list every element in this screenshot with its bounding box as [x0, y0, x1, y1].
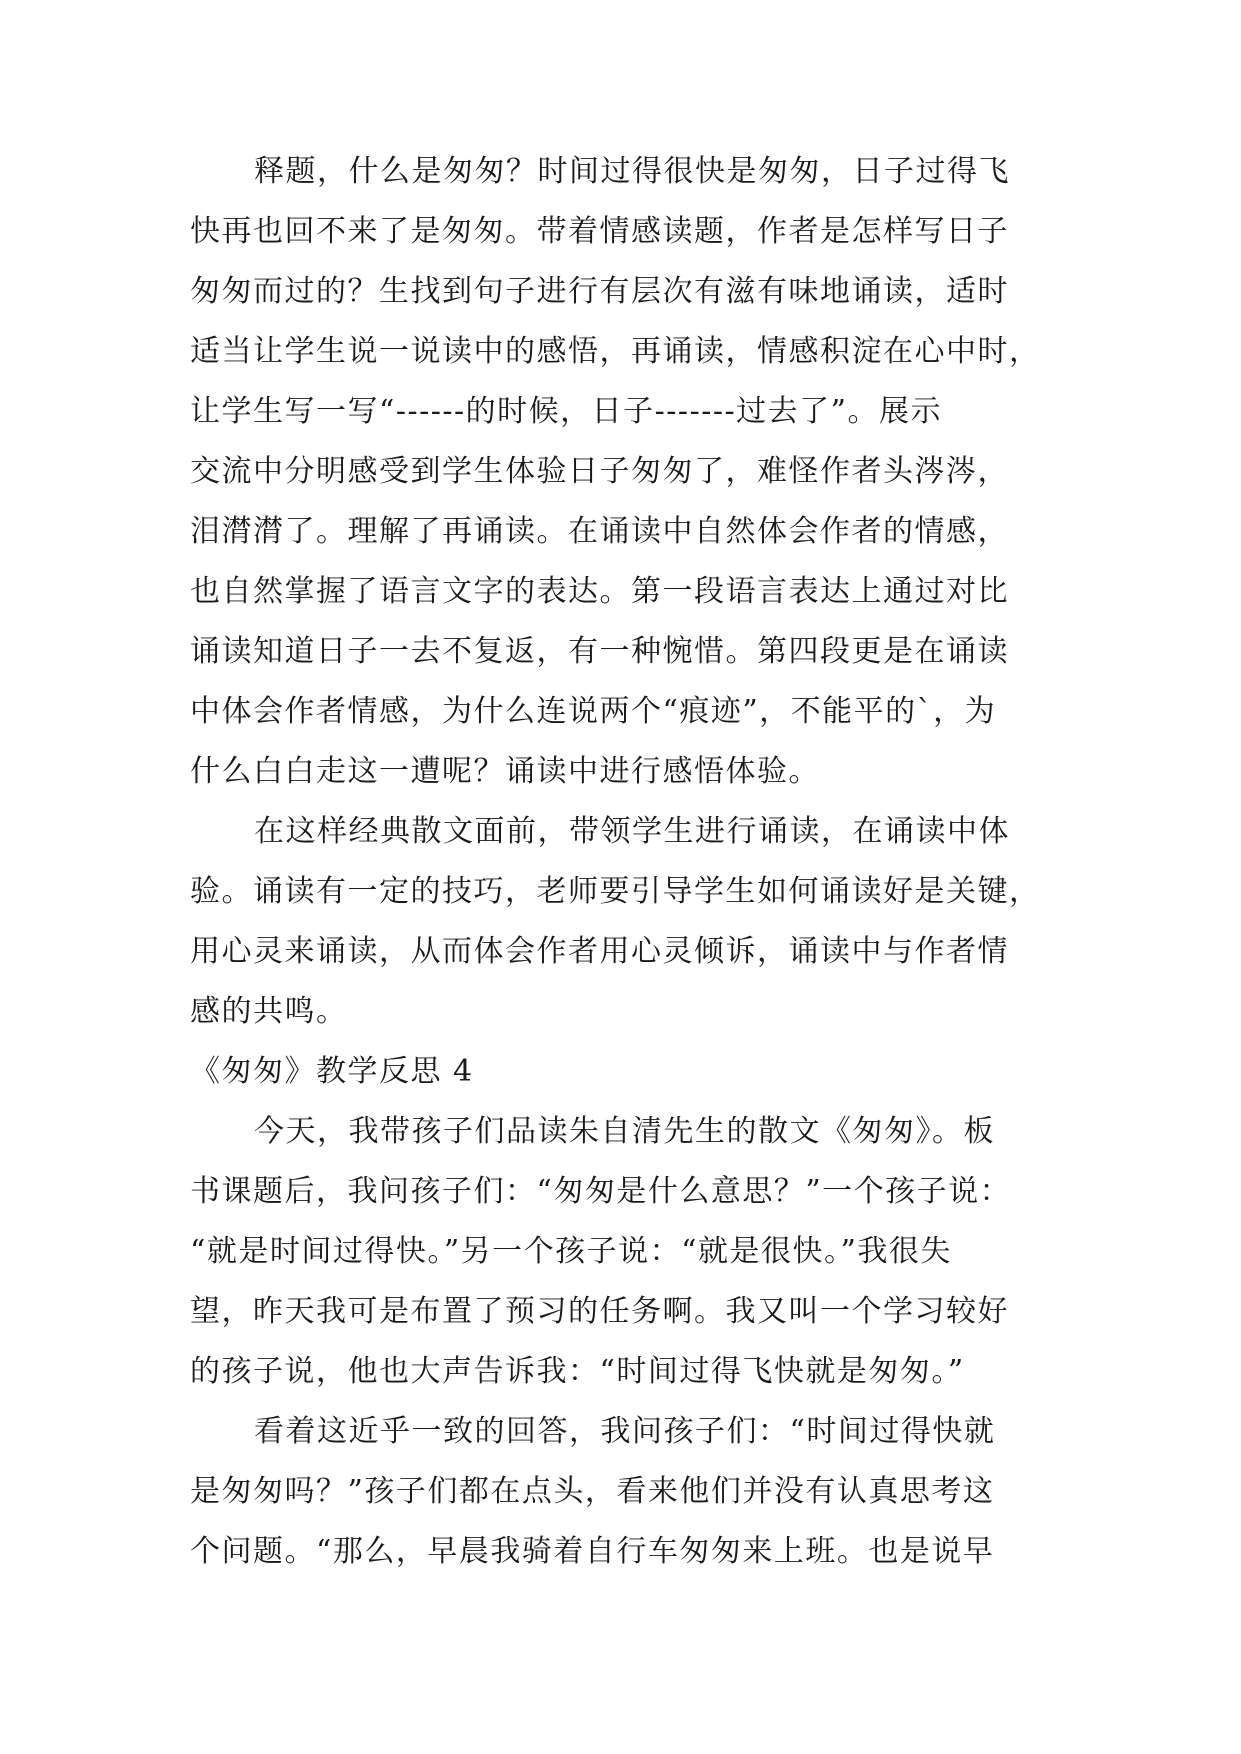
paragraph-line: 释题，什么是匆匆？时间过得很快是匆匆，日子过得飞 — [254, 154, 1010, 189]
paragraph-line: 感的共鸣。 — [190, 994, 348, 1029]
paragraph-line: 也自然掌握了语言文字的表达。第一段语言表达上通过对比 — [190, 574, 1009, 609]
paragraph-line: 望，昨天我可是布置了预习的任务啊。我又叫一个学习较好 — [190, 1294, 1009, 1329]
section-heading: 《匆匆》教学反思 4 — [190, 1054, 474, 1089]
paragraph-line: 快再也回不来了是匆匆。带着情感读题，作者是怎样写日子 — [190, 214, 1009, 249]
paragraph-line: 验。诵读有一定的技巧，老师要引导学生如何诵读好是关键， — [190, 874, 1041, 909]
paragraph-line: 书课题后，我问孩子们：“匆匆是什么意思？”一个孩子说： — [190, 1174, 1012, 1209]
paragraph-line: 什么白白走这一遭呢？诵读中进行感悟体验。 — [190, 754, 820, 789]
paragraph-line: “就是时间过得快。”另一个孩子说：“就是很快。”我很失 — [190, 1234, 952, 1269]
paragraph-line: 适当让学生说一说读中的感悟，再诵读，情感积淀在心中时， — [190, 334, 1041, 369]
paragraph-line: 泪潸潸了。理解了再诵读。在诵读中自然体会作者的情感， — [190, 514, 1009, 549]
paragraph-line: 在这样经典散文面前，带领学生进行诵读，在诵读中体 — [254, 814, 1010, 849]
paragraph-line: 个问题。“那么，早晨我骑着自行车匆匆来上班。也是说早 — [190, 1534, 995, 1569]
document-body — [190, 154, 1060, 1594]
paragraph-line: 交流中分明感受到学生体验日子匆匆了，难怪作者头涔涔， — [190, 454, 1009, 489]
paragraph-line: 是匆匆吗？”孩子们都在点头，看来他们并没有认真思考这 — [190, 1474, 995, 1509]
paragraph-line: 的孩子说，他也大声告诉我：“时间过得飞快就是匆匆。” — [190, 1354, 965, 1389]
paragraph-line: 今天，我带孩子们品读朱自清先生的散文《匆匆》。板 — [254, 1114, 995, 1149]
paragraph-line: 中体会作者情感，为什么连说两个“痕迹”，不能平的`，为 — [190, 694, 997, 729]
paragraph-line: 看着这近乎一致的回答，我问孩子们：“时间过得快就 — [254, 1414, 996, 1449]
paragraph-line: 用心灵来诵读，从而体会作者用心灵倾诉，诵读中与作者情 — [190, 934, 1009, 969]
paragraph-line: 匆匆而过的？生找到句子进行有层次有滋有味地诵读，适时 — [190, 274, 1009, 309]
paragraph-line: 让学生写一写“------的时候，日子-------过去了”。展示 — [190, 394, 942, 429]
paragraph-line: 诵读知道日子一去不复返，有一种惋惜。第四段更是在诵读 — [190, 634, 1009, 669]
